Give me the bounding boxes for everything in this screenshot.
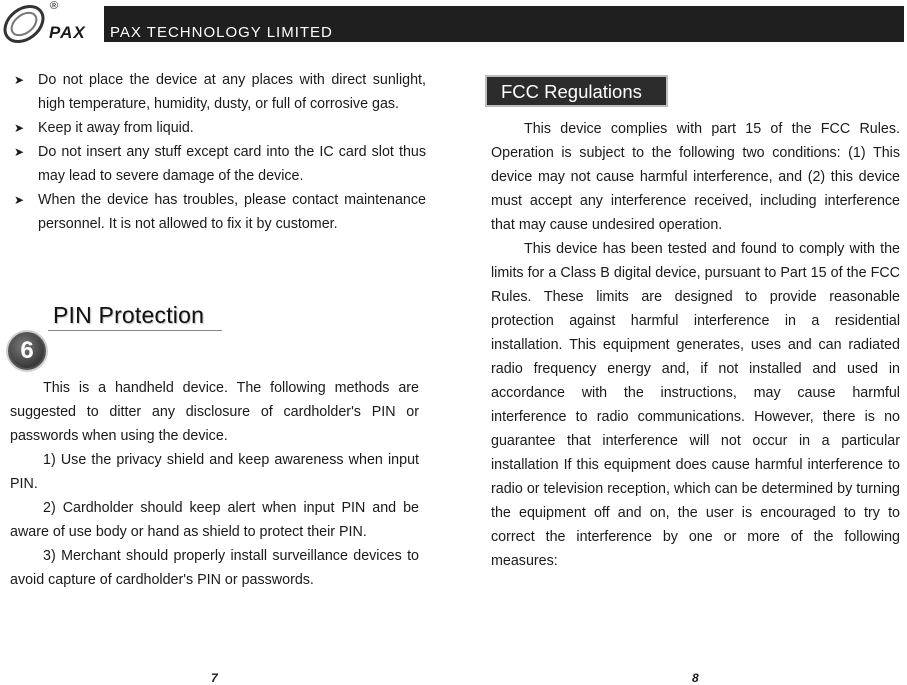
list-item bbox=[14, 188, 426, 236]
fcc-body bbox=[491, 117, 900, 573]
arrow-bullet-icon: ➤ bbox=[14, 73, 25, 87]
section-heading-fcc bbox=[485, 75, 668, 107]
list-item bbox=[14, 140, 426, 188]
pax-swoosh-icon bbox=[2, 0, 52, 44]
list-item-text: Keep it away from liquid. bbox=[38, 120, 194, 136]
registered-mark: ® bbox=[50, 0, 59, 12]
paragraph: 3) Merchant should properly install surveillance devices to avoid capture of cardholder's PIN or passwords. bbox=[10, 548, 419, 588]
list-item-text: Do not place the device at any places with direct sunlight, high temperature, humidity, dusty, or full of corrosive gas. bbox=[38, 72, 426, 112]
divider bbox=[48, 330, 222, 331]
paragraph: 1) Use the privacy shield and keep awareness when input PIN. bbox=[10, 452, 419, 492]
list-item bbox=[14, 68, 426, 116]
brand-name: PAX bbox=[49, 23, 86, 42]
section-heading-pin bbox=[8, 300, 220, 372]
paragraph: This is a handheld device. The following methods are suggested to ditter any disclosure of cardholder's PIN or passwords when using the device. bbox=[10, 380, 419, 444]
header-bar bbox=[104, 6, 904, 42]
company-name: PAX TECHNOLOGY LIMITED bbox=[110, 24, 333, 41]
page-number-right: 8 bbox=[692, 671, 699, 685]
arrow-bullet-icon: ➤ bbox=[14, 121, 25, 135]
arrow-bullet-icon: ➤ bbox=[14, 193, 25, 207]
pin-protection-body bbox=[10, 376, 419, 592]
list-item-text: When the device has troubles, please contact maintenance personnel. It is not allowed to fix it by customer. bbox=[38, 192, 426, 232]
list-item-text: Do not insert any stuff except card into the IC card slot thus may lead to severe damage of the device. bbox=[38, 144, 426, 184]
paragraph: 2) Cardholder should keep alert when input PIN and be aware of use body or hand as shield to protect their PIN. bbox=[10, 500, 419, 540]
section-number-badge: 6 bbox=[8, 332, 46, 370]
section-title: FCC Regulations bbox=[501, 81, 642, 102]
page-number-left: 7 bbox=[211, 671, 218, 685]
pax-logo bbox=[2, 0, 102, 44]
paragraph: This device has been tested and found to comply with the limits for a Class B digital device, pursuant to Part 15 of the FCC Rules. These limits are designed to provide reasonable protection against harmful interference in a residential installation. This equipment generates, uses and can radiated radio frequency energy and, if not installed and used in accordance with the instructions, may cause harmful interference to radio communications. However, there is no guarantee that interference will not occur in a particular installation If this equipment does cause harmful interference to radio or television reception, which can be determined by turning the equipment off and on, the user is encouraged to try to correct the interference by one or more of the following measures: bbox=[491, 241, 900, 569]
paragraph: This device complies with part 15 of the FCC Rules. Operation is subject to the following two conditions: (1) This device may not cause harmful interference, and (2) this device must accept any interference received, including interference that may cause undesired operation. bbox=[491, 121, 900, 233]
list-item bbox=[14, 116, 426, 140]
section-title: PIN Protection bbox=[53, 302, 205, 328]
arrow-bullet-icon: ➤ bbox=[14, 145, 25, 159]
precautions-list bbox=[14, 68, 426, 236]
